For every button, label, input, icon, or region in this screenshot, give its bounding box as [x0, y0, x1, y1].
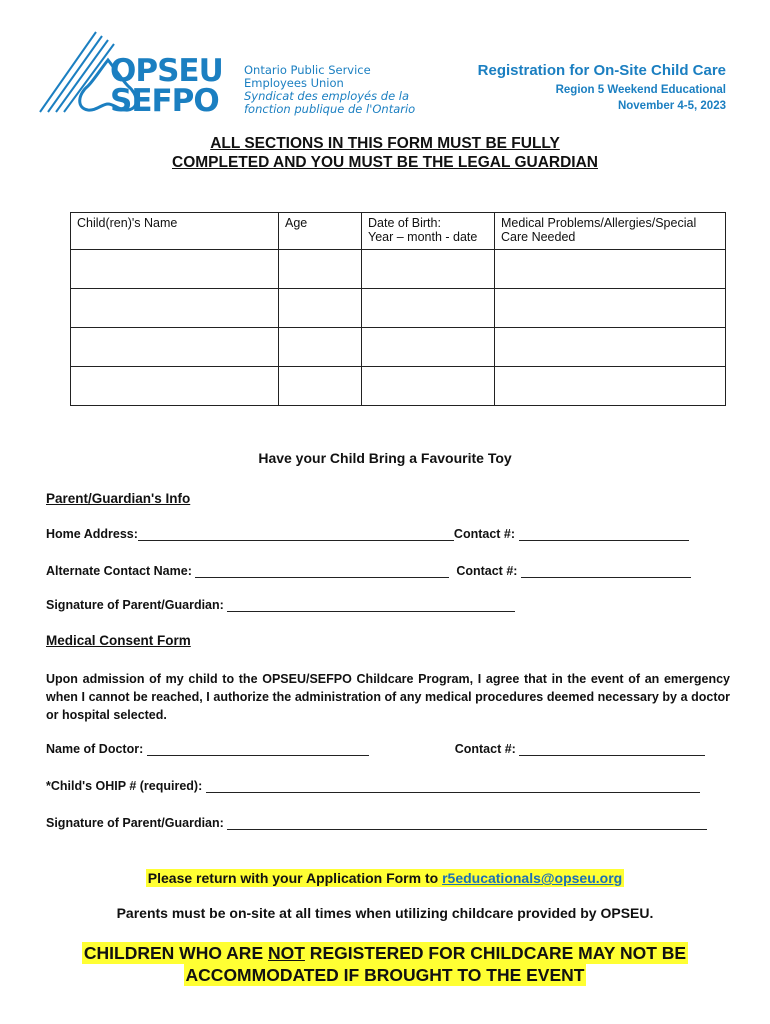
table-header-row [71, 213, 726, 250]
medical-cell[interactable] [495, 250, 726, 289]
dob-cell[interactable] [362, 250, 495, 289]
doctor-label: Name of Doctor: [46, 742, 144, 756]
table-row[interactable] [71, 289, 726, 328]
doctor-contact-label: Contact #: [454, 742, 516, 756]
signature-field[interactable] [227, 599, 515, 612]
email-link[interactable]: r5educationals@opseu.org [442, 870, 623, 886]
parent-signature-row [46, 598, 515, 612]
col-child-name: Child(ren)'s Name [71, 213, 279, 250]
dob-cell[interactable] [362, 367, 495, 406]
table-row[interactable] [71, 367, 726, 406]
medical-cell[interactable] [495, 289, 726, 328]
medical-cell[interactable] [495, 367, 726, 406]
alternate-contact-row [46, 564, 691, 578]
signature-label: Signature of Parent/Guardian: [46, 598, 224, 612]
age-cell[interactable] [279, 367, 362, 406]
home-address-field[interactable] [138, 528, 454, 541]
table-row[interactable] [71, 328, 726, 367]
ohip-label: *Child's OHIP # (required): [46, 779, 203, 793]
home-address-row [46, 527, 689, 541]
table-row[interactable] [71, 250, 726, 289]
home-address-label: Home Address: [46, 527, 138, 541]
col-age: Age [279, 213, 362, 250]
contact-label: Contact #: [453, 527, 516, 541]
col-medical-needs: Medical Problems/Allergies/Special Care Needed [495, 213, 726, 250]
logo-wordmark: OPSEU SEFPO [110, 53, 223, 119]
contact-field[interactable] [519, 528, 689, 541]
dob-cell[interactable] [362, 289, 495, 328]
form-title: Registration for On-Site Child Care [477, 62, 726, 79]
children-table [70, 212, 726, 406]
return-instructions: Please return with your Application Form to r5educationals@opseu.org [147, 870, 623, 886]
child-name-cell[interactable] [71, 250, 279, 289]
doctor-field[interactable] [147, 743, 369, 756]
logo-subtitle: Ontario Public Service Employees Union Syndicat des employés de la fonction publique de l'Ontario [244, 63, 416, 116]
alternate-contact-label: Alternate Contact Name: [46, 564, 192, 578]
ohip-field[interactable] [206, 780, 700, 793]
child-name-cell[interactable] [71, 367, 279, 406]
medical-signature-field[interactable] [227, 817, 707, 830]
event-dates: November 4-5, 2023 [617, 100, 726, 112]
alternate-contact-field[interactable] [195, 565, 449, 578]
medical-signature-label: Signature of Parent/Guardian: [46, 816, 224, 830]
alternate-phone-field[interactable] [521, 565, 691, 578]
child-name-cell[interactable] [71, 289, 279, 328]
doctor-contact-field[interactable] [519, 743, 705, 756]
dob-cell[interactable] [362, 328, 495, 367]
age-cell[interactable] [279, 328, 362, 367]
toy-note: Have your Child Bring a Favourite Toy [258, 450, 512, 466]
age-cell[interactable] [279, 289, 362, 328]
parent-info-heading: Parent/Guardian's Info [46, 491, 191, 506]
registration-warning: CHILDREN WHO ARE NOT REGISTERED FOR CHILDCARE MAY NOT BE ACCOMMODATED IF BROUGHT TO THE EVENT [83, 943, 687, 985]
event-name: Region 5 Weekend Educational [555, 84, 726, 96]
medical-cell[interactable] [495, 328, 726, 367]
alternate-phone-label: Contact #: [456, 564, 518, 578]
consent-paragraph: Upon admission of my child to the OPSEU/SEFPO Childcare Program, I agree that in the event of an emergency when I cannot be reached, I authorize the administration of any medical procedures deemed necessary by a doctor or hospital selected. [46, 672, 730, 722]
age-cell[interactable] [279, 250, 362, 289]
ohip-row [46, 779, 700, 793]
medical-consent-heading: Medical Consent Form [46, 633, 191, 648]
child-name-cell[interactable] [71, 328, 279, 367]
col-date-of-birth: Date of Birth: Year – month - date [362, 213, 495, 250]
doctor-row [46, 742, 705, 756]
completion-warning: ALL SECTIONS IN THIS FORM MUST BE FULLY COMPLETED AND YOU MUST BE THE LEGAL GUARDIAN [172, 135, 598, 171]
medical-signature-row [46, 816, 707, 830]
onsite-notice: Parents must be on-site at all times when utilizing childcare provided by OPSEU. [116, 905, 654, 921]
